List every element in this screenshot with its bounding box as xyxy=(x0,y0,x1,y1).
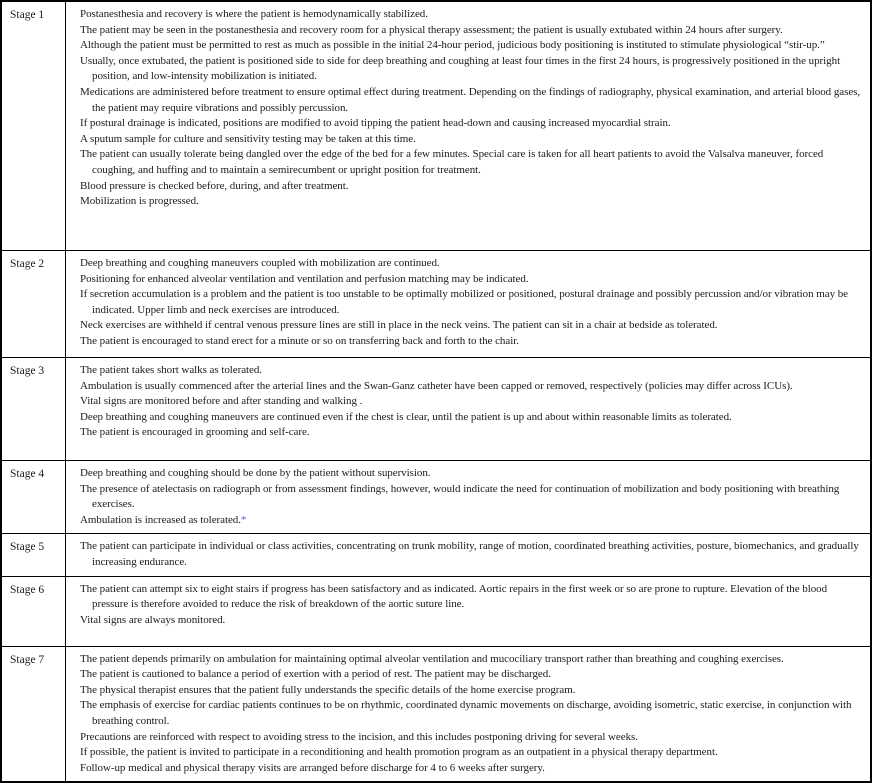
stage-item: Blood pressure is checked before, during, and after treatment. xyxy=(80,179,349,192)
stage-item: Vital signs are always monitored. xyxy=(80,613,226,626)
stage-row xyxy=(2,250,870,357)
stage-item: Deep breathing and coughing maneuvers are continued even if the chest is clear, until the patient is up and about within reasonable limits as tolerated. xyxy=(80,410,732,423)
stage-label-cell xyxy=(2,534,66,575)
stage-content-cell xyxy=(66,577,870,646)
stage-item: The presence of atelectasis on radiograph or from assessment findings, however, would indicate the need for continuation of mobilization and body positioning with breathing exercises. xyxy=(80,482,840,511)
stage-label: Stage 6 xyxy=(10,583,45,596)
stage-item: The emphasis of exercise for cardiac patients continues to be on rhythmic, coordinated dynamic movements on discharge, avoiding isometric, static exercise, in conjunction with breathing control. xyxy=(80,699,852,727)
stage-item: The patient can participate in individual or class activities, concentrating on trunk mobility, range of motion, coordinated breathing activities, posture, biomechanics, and gradually increasing endurance. xyxy=(80,540,859,568)
stage-item: Deep breathing and coughing should be done by the patient without supervision. xyxy=(80,467,431,479)
stage-item: The patient is encouraged to stand erect for a minute or so on transferring back and forth to the chair. xyxy=(80,334,519,347)
stage-item-text: Ambulation is increased as tolerated. xyxy=(80,513,241,526)
stage-content-cell xyxy=(66,2,870,250)
stage-item: The physical therapist ensures that the patient fully understands the specific details of the home exercise program. xyxy=(80,683,576,696)
stage-label-cell xyxy=(2,2,66,250)
stage-content-cell xyxy=(66,534,870,575)
stage-label-cell xyxy=(2,358,66,460)
stage-row xyxy=(2,2,870,250)
stage-item: The patient can usually tolerate being dangled over the edge of the bed for a few minutes. Special care is taken for all heart patients to avoid the Valsalva maneuver, forced coughing, and huffing and to maintain a semirecumbent or upright position for treatment. xyxy=(80,148,824,176)
stage-row xyxy=(2,533,870,575)
stage-item: A sputum sample for culture and sensitivity testing may be taken at this time. xyxy=(80,132,416,145)
stage-label-cell xyxy=(2,647,66,782)
stage-label: Stage 5 xyxy=(10,541,45,554)
stage-item: Usually, once extubated, the patient is positioned side to side for deep breathing and coughing at least four times in the first 24 hours, is progressively positioned in the upright position, and low-intensity mobilization is initiated. xyxy=(80,54,841,83)
stage-label-cell xyxy=(2,461,66,533)
stage-item: If postural drainage is indicated, positions are modified to avoid tipping the patient head-down and causing increased myocardial strain. xyxy=(80,117,671,130)
footnote-asterisk: * xyxy=(240,513,247,526)
stage-item: The patient can attempt six to eight stairs if progress has been satisfactory and as indicated. Aortic repairs in the first week or so are prone to rupture. Elevation of the blood pressure is therefore avoided to reduce the risk of breakdown of the aortic suture line. xyxy=(80,582,828,611)
stage-item: If possible, the patient is invited to participate in a reconditioning and health promotion program as an outpatient in a physical therapy department. xyxy=(80,746,718,759)
stage-item: Neck exercises are withheld if central venous pressure lines are still in place in the neck veins. The patient can sit in a chair at bedside as tolerated. xyxy=(80,319,718,332)
stage-item: Deep breathing and coughing maneuvers coupled with mobilization are continued. xyxy=(80,257,440,269)
stage-item: Precautions are reinforced with respect to avoiding stress to the incision, and this includes postponing driving for several weeks. xyxy=(80,730,638,743)
stage-item: Follow-up medical and physical therapy visits are arranged before discharge for 4 to 6 weeks after surgery. xyxy=(80,761,545,774)
stage-item: Although the patient must be permitted to rest as much as possible in the initial 24-hour period, judicious body positioning is instituted to stimulate physiological “stir-up.” xyxy=(80,39,825,52)
stage-row xyxy=(2,576,870,646)
stage-label: Stage 4 xyxy=(10,468,45,480)
stage-label-cell xyxy=(2,251,66,357)
stage-content-cell xyxy=(66,358,870,460)
stage-row xyxy=(2,460,870,533)
stage-label: Stage 7 xyxy=(10,653,45,666)
stage-content-cell xyxy=(66,461,870,533)
stage-item: Positioning for enhanced alveolar ventilation and ventilation and perfusion matching may be indicated. xyxy=(80,272,529,285)
stage-item: The patient is encouraged in grooming and self-care. xyxy=(80,426,310,439)
stage-row xyxy=(2,646,870,782)
stage-item: Ambulation is usually commenced after the arterial lines and the Swan-Ganz catheter have been capped or removed, respectively (policies may differ across ICUs). xyxy=(80,379,793,392)
stage-item: The patient is cautioned to balance a period of exertion with a period of rest. The patient may be discharged. xyxy=(80,668,551,681)
stage-item: The patient takes short walks as tolerated. xyxy=(80,364,263,376)
stage-label: Stage 3 xyxy=(10,365,45,377)
stage-item xyxy=(80,513,862,529)
stage-label: Stage 2 xyxy=(10,258,45,270)
stage-item: Medications are administered before treatment to ensure optimal effect during treatment. Depending on the findings of radiography, physical examination, and arterial blood gases, the patient may require vibrations and possibly percussion. xyxy=(80,85,861,114)
stage-item: The patient depends primarily on ambulation for maintaining optimal alveolar ventilation and mucociliary transport rather than breathing and coughing exercises. xyxy=(80,652,784,665)
stage-content-cell xyxy=(66,251,870,357)
stage-label-cell xyxy=(2,577,66,646)
stage-row xyxy=(2,357,870,460)
stage-item: Postanesthesia and recovery is where the patient is hemodynamically stabilized. xyxy=(80,8,428,20)
stage-label: Stage 1 xyxy=(10,9,45,21)
stage-content-cell xyxy=(66,647,870,782)
stage-item: Vital signs are monitored before and after standing and walking . xyxy=(80,395,363,408)
stage-item: If secretion accumulation is a problem and the patient is too unstable to be optimally mobilized or positioned, postural drainage and possibly percussion and/or vibration may be indicated. Upper limb and neck exercises are introduced. xyxy=(80,288,848,316)
stage-item: Mobilization is progressed. xyxy=(80,195,199,208)
stage-item: The patient may be seen in the postanesthesia and recovery room for a physical therapy assessment; the patient is usually extubated within 24 hours after surgery. xyxy=(80,23,783,36)
